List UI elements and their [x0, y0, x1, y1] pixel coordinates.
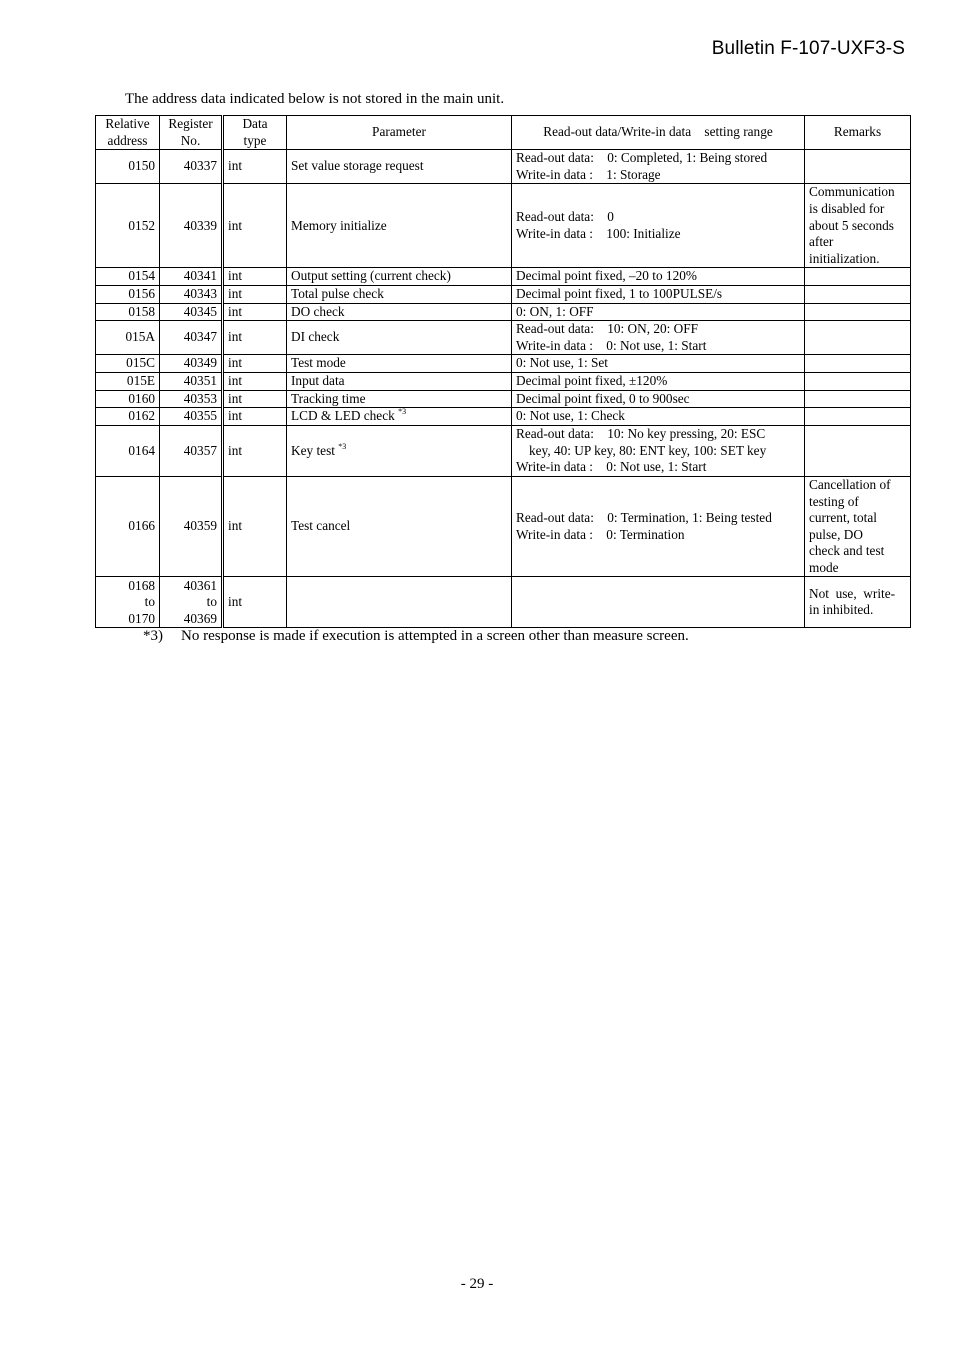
setting-range-cell: Decimal point fixed, –20 to 120% [512, 268, 805, 286]
table-row [96, 426, 911, 477]
page-number: - 29 - [460, 1276, 494, 1292]
data-type-cell: int [223, 184, 287, 268]
remarks-cell: Not use, write- in inhibited. [805, 577, 911, 628]
remarks-cell [805, 268, 911, 286]
table-row [96, 321, 911, 355]
setting-range-cell: Decimal point fixed, 1 to 100PULSE/s [512, 285, 805, 303]
table-row [96, 577, 911, 628]
setting-range-cell: Read-out data: 10: ON, 20: OFF Write-in data : 0: Not use, 1: Start [512, 321, 805, 355]
parameter-cell: Tracking time [287, 390, 512, 408]
relative-address-cell: 0164 [96, 426, 160, 477]
data-type-cell: int [223, 372, 287, 390]
data-type-cell: int [223, 408, 287, 426]
parameter-cell: Memory initialize [287, 184, 512, 268]
parameter-cell: DI check [287, 321, 512, 355]
register-no-cell: 40343 [160, 285, 223, 303]
parameter-cell: Test cancel [287, 476, 512, 577]
parameter-cell: Test mode [287, 355, 512, 373]
data-type-cell: int [223, 476, 287, 577]
data-type-cell: int [223, 321, 287, 355]
table-row [96, 303, 911, 321]
header-remarks: Remarks [805, 116, 911, 150]
relative-address-cell: 0154 [96, 268, 160, 286]
footnote-text: No response is made if execution is attempted in a screen other than measure screen. [181, 628, 689, 644]
bulletin-header: Bulletin F-107-UXF3-S [711, 38, 905, 59]
register-table [95, 115, 911, 628]
register-no-cell: 40347 [160, 321, 223, 355]
register-no-cell: 40355 [160, 408, 223, 426]
relative-address-cell: 0168 to 0170 [96, 577, 160, 628]
relative-address-cell: 0158 [96, 303, 160, 321]
data-type-cell: int [223, 285, 287, 303]
table-row [96, 184, 911, 268]
parameter-cell: Total pulse check [287, 285, 512, 303]
register-no-cell: 40357 [160, 426, 223, 477]
data-type-cell: int [223, 355, 287, 373]
setting-range-cell: Decimal point fixed, 0 to 900sec [512, 390, 805, 408]
register-no-cell: 40349 [160, 355, 223, 373]
setting-range-cell: Read-out data: 10: No key pressing, 20: ESC key, 40: UP key, 80: ENT key, 100: SET key Write-in data : 0: Not use, 1: Start [512, 426, 805, 477]
relative-address-cell: 015A [96, 321, 160, 355]
relative-address-cell: 0156 [96, 285, 160, 303]
parameter-cell [287, 577, 512, 628]
remarks-cell [805, 426, 911, 477]
relative-address-cell: 0160 [96, 390, 160, 408]
header-parameter: Parameter [287, 116, 512, 150]
table-row [96, 268, 911, 286]
table-row [96, 150, 911, 184]
remarks-cell [805, 408, 911, 426]
table-row [96, 285, 911, 303]
setting-range-cell: Read-out data: 0: Termination, 1: Being tested Write-in data : 0: Termination [512, 476, 805, 577]
table-row [96, 408, 911, 426]
data-type-cell: int [223, 426, 287, 477]
parameter-cell: Input data [287, 372, 512, 390]
remarks-cell [805, 355, 911, 373]
relative-address-cell: 015E [96, 372, 160, 390]
relative-address-cell: 0152 [96, 184, 160, 268]
table-row [96, 372, 911, 390]
register-no-cell: 40361 to 40369 [160, 577, 223, 628]
register-no-cell: 40351 [160, 372, 223, 390]
relative-address-cell: 0162 [96, 408, 160, 426]
relative-address-cell: 015C [96, 355, 160, 373]
register-no-cell: 40337 [160, 150, 223, 184]
footnote-ref: *3 [338, 441, 347, 451]
register-no-cell: 40341 [160, 268, 223, 286]
parameter-cell: LCD & LED check $^{*3}$ [287, 408, 512, 426]
footnote [143, 628, 689, 645]
setting-range-cell: 0: ON, 1: OFF [512, 303, 805, 321]
header-range: Read-out data/Write-in data setting range [512, 116, 805, 150]
remarks-cell [805, 372, 911, 390]
remarks-cell [805, 150, 911, 184]
setting-range-cell: Read-out data: 0 Write-in data : 100: Initialize [512, 184, 805, 268]
parameter-cell: Key test $^{*3}$ [287, 426, 512, 477]
setting-range-cell: 0: Not use, 1: Check [512, 408, 805, 426]
parameter-cell: DO check [287, 303, 512, 321]
parameter-cell: Set value storage request [287, 150, 512, 184]
setting-range-cell: 0: Not use, 1: Set [512, 355, 805, 373]
header-data-type: Data type [223, 116, 287, 150]
table-row [96, 355, 911, 373]
setting-range-cell: Decimal point fixed, ±120% [512, 372, 805, 390]
remarks-cell [805, 390, 911, 408]
header-relative-address: Relative address [96, 116, 160, 150]
relative-address-cell: 0150 [96, 150, 160, 184]
remarks-cell [805, 285, 911, 303]
header-register-no: Register No. [160, 116, 223, 150]
footnote-mark: *3) [143, 628, 163, 644]
data-type-cell: int [223, 390, 287, 408]
remarks-cell [805, 303, 911, 321]
remarks-cell [805, 321, 911, 355]
relative-address-cell: 0166 [96, 476, 160, 577]
register-no-cell: 40339 [160, 184, 223, 268]
register-no-cell: 40353 [160, 390, 223, 408]
setting-range-cell: Read-out data: 0: Completed, 1: Being stored Write-in data : 1: Storage [512, 150, 805, 184]
footnote-ref: *3 [398, 407, 407, 417]
setting-range-cell [512, 577, 805, 628]
register-no-cell: 40359 [160, 476, 223, 577]
table-header-row [96, 116, 911, 150]
data-type-cell: int [223, 303, 287, 321]
remarks-cell: Cancellation of testing of current, total pulse, DO check and test mode [805, 476, 911, 577]
data-type-cell: int [223, 268, 287, 286]
data-type-cell: int [223, 150, 287, 184]
data-type-cell: int [223, 577, 287, 628]
intro-text: The address data indicated below is not stored in the main unit. [125, 91, 505, 107]
remarks-cell: Communication is disabled for about 5 seconds after initialization. [805, 184, 911, 268]
parameter-cell: Output setting (current check) [287, 268, 512, 286]
table-row [96, 476, 911, 577]
table-row [96, 390, 911, 408]
register-no-cell: 40345 [160, 303, 223, 321]
